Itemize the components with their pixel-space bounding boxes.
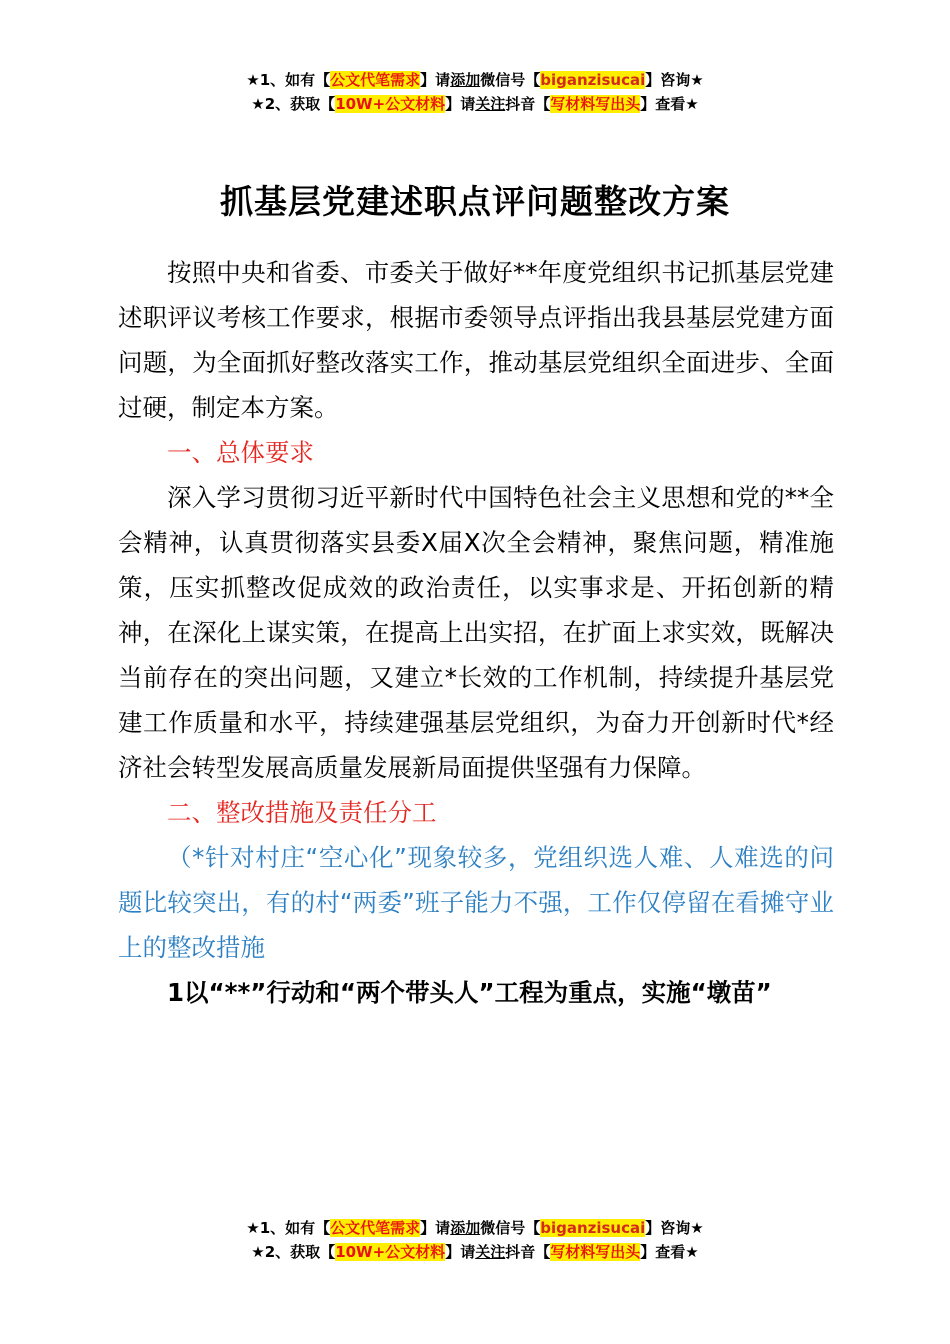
- promo-line-1: [0, 68, 950, 92]
- promo-line-1: [0, 1216, 950, 1240]
- promo-text: 】查看★: [640, 1243, 699, 1261]
- promo-text: ★1、如有【: [246, 71, 331, 89]
- promo-highlight: 10W+公文材料: [335, 1243, 446, 1261]
- section-1-paragraph: 深入学习贯彻习近平新时代中国特色社会主义思想和党的**全会精神，认真贯彻落实县委X届X次全会精神，聚焦问题，精准施策，压实抓整改促成效的政治责任，以实事求是、开拓创新的精神，在深化上谋实策，在提高上出实招，在扩面上求实效，既解决当前存在的突出问题，又建立*长效的工作机制，持续提升基层党建工作质量和水平，持续建强基层党组织，为奋力开创新时代*经济社会转型发展高质量发展新局面提供坚强有力保障。: [118, 483, 834, 782]
- promo-wechat-id: biganzisucai: [540, 71, 646, 89]
- promo-text: 抖音【: [505, 1243, 551, 1261]
- promo-text: 微信号【: [480, 1219, 541, 1237]
- section-2-note: （*针对村庄“空心化”现象较多，党组织选人难、人难选的问题比较突出，有的村“两委”班子能力不强，工作仅停留在看摊守业上的整改措施: [118, 843, 834, 962]
- promo-banner-top: [0, 68, 950, 116]
- promo-highlight: 10W+公文材料: [335, 95, 446, 113]
- promo-underlined: 添加: [450, 1219, 481, 1237]
- promo-text: 】请: [445, 1243, 476, 1261]
- promo-text: 】请: [420, 1219, 451, 1237]
- promo-text: ★2、获取【: [251, 95, 336, 113]
- promo-text: 微信号【: [480, 71, 541, 89]
- promo-text: 】查看★: [640, 95, 699, 113]
- document-body: [118, 250, 834, 1015]
- promo-wechat-id: biganzisucai: [540, 1219, 646, 1237]
- promo-text: 】请: [420, 71, 451, 89]
- document-title: 抓基层党建述职点评问题整改方案: [220, 182, 730, 221]
- promo-banner-bottom: [0, 1216, 950, 1264]
- promo-underlined: 关注: [475, 95, 506, 113]
- intro-paragraph: 按照中央和省委、市委关于做好**年度党组织书记抓基层党建述职评议考核工作要求，根据市委领导点评指出我县基层党建方面问题，为全面抓好整改落实工作，推动基层党组织全面进步、全面过硬，制定本方案。: [118, 258, 834, 422]
- promo-text: ★1、如有【: [246, 1219, 331, 1237]
- promo-underlined: 关注: [475, 1243, 506, 1261]
- item-1-heading: 1以“**”行动和“两个带头人”工程为重点，实施“墩苗”: [167, 978, 772, 1007]
- promo-text: 】咨询★: [645, 71, 704, 89]
- promo-text: 】请: [445, 95, 476, 113]
- section-2-heading: 二、整改措施及责任分工: [167, 798, 437, 827]
- promo-text: 抖音【: [505, 95, 551, 113]
- section-1-heading: 一、总体要求: [167, 438, 314, 467]
- promo-underlined: 添加: [450, 71, 481, 89]
- promo-line-2: [0, 1240, 950, 1264]
- promo-text: ★2、获取【: [251, 1243, 336, 1261]
- promo-highlight: 公文代笔需求: [330, 1219, 421, 1237]
- promo-text: 】咨询★: [645, 1219, 704, 1237]
- promo-highlight: 公文代笔需求: [330, 71, 421, 89]
- promo-douyin-id: 写材料写出头: [550, 95, 641, 113]
- promo-line-2: [0, 92, 950, 116]
- promo-douyin-id: 写材料写出头: [550, 1243, 641, 1261]
